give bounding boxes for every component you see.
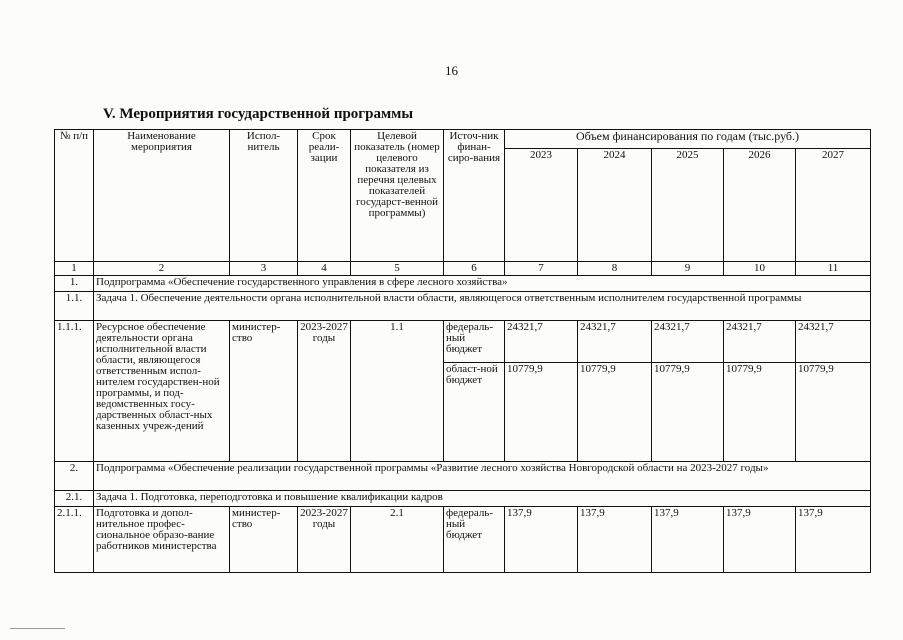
header-indicator: Целевой показатель (номер целевого показателя из перечня целевых показателей государст-венной программы) — [351, 130, 444, 262]
funding-value: 10779,9 — [652, 363, 724, 462]
funding-value: 137,9 — [796, 507, 871, 573]
funding-value: 137,9 — [578, 507, 652, 573]
header-year: 2025 — [652, 149, 724, 262]
table-row — [55, 321, 871, 363]
section-title: V. Мероприятия государственной программы — [103, 106, 414, 122]
header-num: № п/п — [55, 130, 94, 262]
row-number: 2.1.1. — [55, 507, 94, 573]
column-number: 9 — [652, 262, 724, 276]
column-number: 1 — [55, 262, 94, 276]
funding-value: 137,9 — [724, 507, 796, 573]
subprogram-title: Подпрограмма «Обеспечение реализации государственной программы «Развитие лесного хозяйства Новгородской области на 2023-2027 годы» — [94, 462, 871, 491]
table-row — [55, 276, 871, 292]
row-number: 1.1.1. — [55, 321, 94, 462]
header-year: 2024 — [578, 149, 652, 262]
header-year: 2023 — [505, 149, 578, 262]
column-number: 2 — [94, 262, 230, 276]
funding-value: 24321,7 — [578, 321, 652, 363]
funding-source: федераль-ный бюджет — [444, 507, 505, 573]
column-number: 4 — [298, 262, 351, 276]
funding-value: 24321,7 — [505, 321, 578, 363]
activities-table — [54, 129, 871, 573]
column-number: 3 — [230, 262, 298, 276]
funding-value: 137,9 — [505, 507, 578, 573]
header-name: Наименование мероприятия — [94, 130, 230, 262]
funding-value: 24321,7 — [796, 321, 871, 363]
column-number: 6 — [444, 262, 505, 276]
activity-indicator: 2.1 — [351, 507, 444, 573]
subprogram-title: Подпрограмма «Обеспечение государственного управления в сфере лесного хозяйства» — [94, 276, 871, 292]
column-number: 11 — [796, 262, 871, 276]
task-title: Задача 1. Обеспечение деятельности органа исполнительной власти области, являющегося ответственным исполнителем государственной программы — [94, 292, 871, 321]
header-source: Источ-ник финан-сиро-вания — [444, 130, 505, 262]
funding-value: 10779,9 — [578, 363, 652, 462]
table-row — [55, 491, 871, 507]
column-number: 7 — [505, 262, 578, 276]
activity-name: Ресурсное обеспечение деятельности органа исполнительной власти области, являющегося ответственным испол-нителем государствен-ной программы, и под-ведомственных госу-дарственных област-ных казенных учреж-дений — [94, 321, 230, 462]
header-year: 2026 — [724, 149, 796, 262]
footer-rule — [10, 628, 65, 629]
funding-value: 10779,9 — [796, 363, 871, 462]
row-number: 2. — [55, 462, 94, 491]
activity-term: 2023-2027 годы — [298, 321, 351, 462]
funding-source: област-ной бюджет — [444, 363, 505, 462]
page-number: 16 — [445, 63, 458, 78]
header-year: 2027 — [796, 149, 871, 262]
funding-value: 10779,9 — [505, 363, 578, 462]
funding-value: 24321,7 — [652, 321, 724, 363]
funding-value: 24321,7 — [724, 321, 796, 363]
table-row — [55, 462, 871, 491]
column-number: 5 — [351, 262, 444, 276]
row-number: 2.1. — [55, 491, 94, 507]
header-funding: Объем финансирования по годам (тыс.руб.) — [505, 130, 871, 149]
column-number: 10 — [724, 262, 796, 276]
activity-executor: министер-ство — [230, 321, 298, 462]
activity-term: 2023-2027 годы — [298, 507, 351, 573]
funding-value: 137,9 — [652, 507, 724, 573]
funding-value: 10779,9 — [724, 363, 796, 462]
table-row — [55, 507, 871, 573]
activity-executor: министер-ство — [230, 507, 298, 573]
header-term: Срок реали-зации — [298, 130, 351, 262]
column-number: 8 — [578, 262, 652, 276]
row-number: 1.1. — [55, 292, 94, 321]
row-number: 1. — [55, 276, 94, 292]
activity-name: Подготовка и допол-нительное профес-сиональное образо-вание работников министерства — [94, 507, 230, 573]
table-row — [55, 292, 871, 321]
task-title: Задача 1. Подготовка, переподготовка и повышение квалификации кадров — [94, 491, 871, 507]
activity-indicator: 1.1 — [351, 321, 444, 462]
funding-source: федераль-ный бюджет — [444, 321, 505, 363]
header-executor: Испол-нитель — [230, 130, 298, 262]
